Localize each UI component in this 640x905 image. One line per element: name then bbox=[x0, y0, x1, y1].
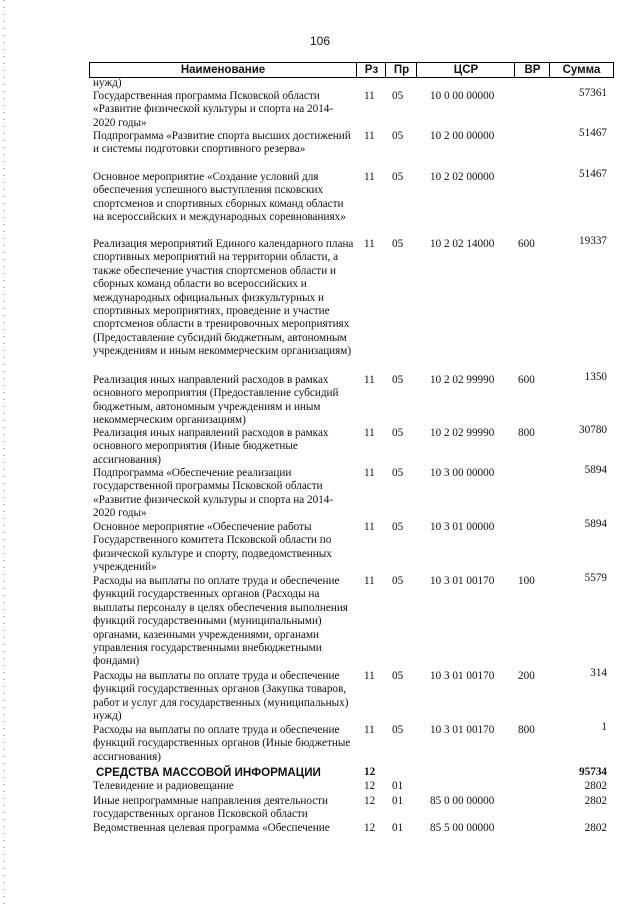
row-csr: 10 3 01 00170 bbox=[430, 670, 495, 682]
row-csr: 10 3 00 00000 bbox=[430, 467, 495, 479]
row-name: Подпрограмма «Обеспечение реализации государственной программы Псковской области «Развитие физической культуры и спорта на 2014-2020 годы» bbox=[93, 467, 334, 520]
header-vr: ВР bbox=[514, 63, 550, 77]
row-rz: 11 bbox=[364, 374, 375, 386]
row-sum: 1 bbox=[601, 721, 607, 733]
row-name: Расходы на выплаты по оплате труда и обеспечение функций государственных органов (Закупка товаров, работ и услуг для государственных (муниципальных) нужд) bbox=[93, 670, 349, 723]
row-pr: 05 bbox=[392, 238, 404, 250]
row-rz: 11 bbox=[364, 427, 375, 439]
row-name: Реализация иных направлений расходов в рамках основного мероприятия (Иные бюджетные ассигнования) bbox=[93, 427, 329, 466]
row-sum: 2802 bbox=[584, 780, 607, 792]
row-csr: 10 2 02 99990 bbox=[430, 374, 495, 386]
row-rz: 11 bbox=[364, 724, 375, 736]
row-rz: 12 bbox=[364, 795, 376, 807]
row-sum: 2802 bbox=[584, 795, 607, 807]
row-vr: 800 bbox=[518, 427, 535, 439]
row-pr: 05 bbox=[392, 575, 404, 587]
row-pr: 05 bbox=[392, 130, 404, 142]
row-pr: 05 bbox=[392, 90, 404, 102]
row-name: Реализация мероприятий Единого календарного плана спортивных мероприятий на территории области, а также обеспечение участия спортсменов области и сборных команд области во всероссийских и международных официальных физкультурных и спортивных мероприятиях, проведение и участие спортсменов области в тренировочных мероприятиях (Предоставление субсидий бюджетным, автономным учреждениям и иным некоммерческим организациям) bbox=[93, 238, 354, 358]
row-pr: 05 bbox=[392, 374, 404, 386]
row-pr: 05 bbox=[392, 670, 404, 682]
row-pr: 05 bbox=[392, 171, 404, 183]
row-csr: 10 3 01 00000 bbox=[430, 521, 495, 533]
row-rz: 11 bbox=[364, 670, 375, 682]
header-name: Наименование bbox=[180, 64, 266, 76]
row-name: Иные непрограммные направления деятельности государственных органов Псковской области bbox=[93, 795, 329, 821]
row-vr: 800 bbox=[518, 724, 535, 736]
row-name: Реализация иных направлений расходов в рамках основного мероприятия (Предоставление субсидий бюджетным, автономным учреждениям и иным некоммерческим организациям) bbox=[93, 374, 339, 427]
row-name: Подпрограмма «Развитие спорта высших достижений и системы подготовки спортивного резерва» bbox=[93, 130, 351, 156]
row-csr: 10 2 02 00000 bbox=[430, 171, 495, 183]
row-sum: 51467 bbox=[579, 168, 607, 180]
row-name: Телевидение и радиовещание bbox=[93, 780, 234, 792]
row-name: СРЕДСТВА МАССОВОЙ ИНФОРМАЦИИ bbox=[96, 766, 321, 779]
row-sum: 314 bbox=[590, 667, 607, 679]
row-pr: 01 bbox=[392, 780, 404, 792]
row-pr: 05 bbox=[392, 427, 404, 439]
row-vr: 600 bbox=[518, 374, 535, 386]
row-name: нужд) bbox=[93, 77, 122, 89]
row-sum: 1350 bbox=[584, 371, 607, 383]
row-pr: 05 bbox=[392, 521, 404, 533]
row-csr: 10 2 02 99990 bbox=[430, 427, 495, 439]
row-csr: 85 0 00 00000 bbox=[430, 795, 495, 807]
row-rz: 11 bbox=[364, 130, 375, 142]
row-sum: 2802 bbox=[584, 822, 607, 834]
row-rz: 11 bbox=[364, 90, 375, 102]
header-sum: Сумма bbox=[549, 63, 613, 77]
scan-edge-marks bbox=[3, 0, 5, 905]
row-pr: 01 bbox=[392, 795, 404, 807]
row-csr: 10 2 00 00000 bbox=[430, 130, 495, 142]
row-sum: 5894 bbox=[584, 464, 607, 476]
row-sum: 5894 bbox=[584, 518, 607, 530]
row-rz: 11 bbox=[364, 521, 375, 533]
row-vr: 600 bbox=[518, 238, 535, 250]
header-csr: ЦСР bbox=[416, 63, 515, 77]
row-pr: 05 bbox=[392, 724, 404, 736]
row-name: Основное мероприятие «Создание условий для обеспечения успешного выступления псковских спортсменов и спортивных сборных команд области на всероссийских и международных соревнованиях» bbox=[93, 171, 346, 224]
row-csr: 10 3 01 00170 bbox=[430, 575, 495, 587]
row-csr: 85 5 00 00000 bbox=[430, 822, 495, 834]
row-name: Ведомственная целевая программа «Обеспечение bbox=[93, 822, 330, 834]
row-sum: 95734 bbox=[579, 766, 607, 778]
row-rz: 12 bbox=[364, 766, 376, 778]
table-header bbox=[89, 62, 614, 78]
row-pr: 01 bbox=[392, 822, 404, 834]
row-pr: 05 bbox=[392, 467, 404, 479]
row-name: Государственная программа Псковской области «Развитие физической культуры и спорта на 2014-2020 годы» bbox=[93, 90, 334, 129]
row-sum: 5579 bbox=[584, 572, 607, 584]
row-sum: 51467 bbox=[579, 127, 607, 139]
row-csr: 10 0 00 00000 bbox=[430, 90, 495, 102]
page-number: 106 bbox=[309, 34, 331, 48]
header-rz: Рз bbox=[356, 63, 386, 77]
row-vr: 100 bbox=[518, 575, 535, 587]
row-rz: 12 bbox=[364, 780, 376, 792]
row-sum: 19337 bbox=[579, 235, 607, 247]
row-name: Расходы на выплаты по оплате труда и обеспечение функций государственных органов (Расходы на выплаты персоналу в целях обеспечения выполнения функций государственными (муниципальными) органами, казенными учреждениями, органами управления государственными внебюджетными фондами) bbox=[93, 575, 348, 668]
row-rz: 11 bbox=[364, 575, 375, 587]
row-name: Расходы на выплаты по оплате труда и обеспечение функций государственных органов (Иные бюджетные ассигнования) bbox=[93, 724, 351, 763]
row-sum: 57361 bbox=[579, 87, 607, 99]
row-sum: 30780 bbox=[579, 424, 607, 436]
row-rz: 11 bbox=[364, 171, 375, 183]
row-vr: 200 bbox=[518, 670, 535, 682]
row-rz: 11 bbox=[364, 467, 375, 479]
row-rz: 11 bbox=[364, 238, 375, 250]
header-pr: Пр bbox=[385, 63, 417, 77]
row-rz: 12 bbox=[364, 822, 376, 834]
row-csr: 10 2 02 14000 bbox=[430, 238, 495, 250]
row-csr: 10 3 01 00170 bbox=[430, 724, 495, 736]
row-name: Основное мероприятие «Обеспечение работы Государственного комитета Псковской области по физической культуре и спорту, подведомственных учреждений» bbox=[93, 521, 332, 574]
